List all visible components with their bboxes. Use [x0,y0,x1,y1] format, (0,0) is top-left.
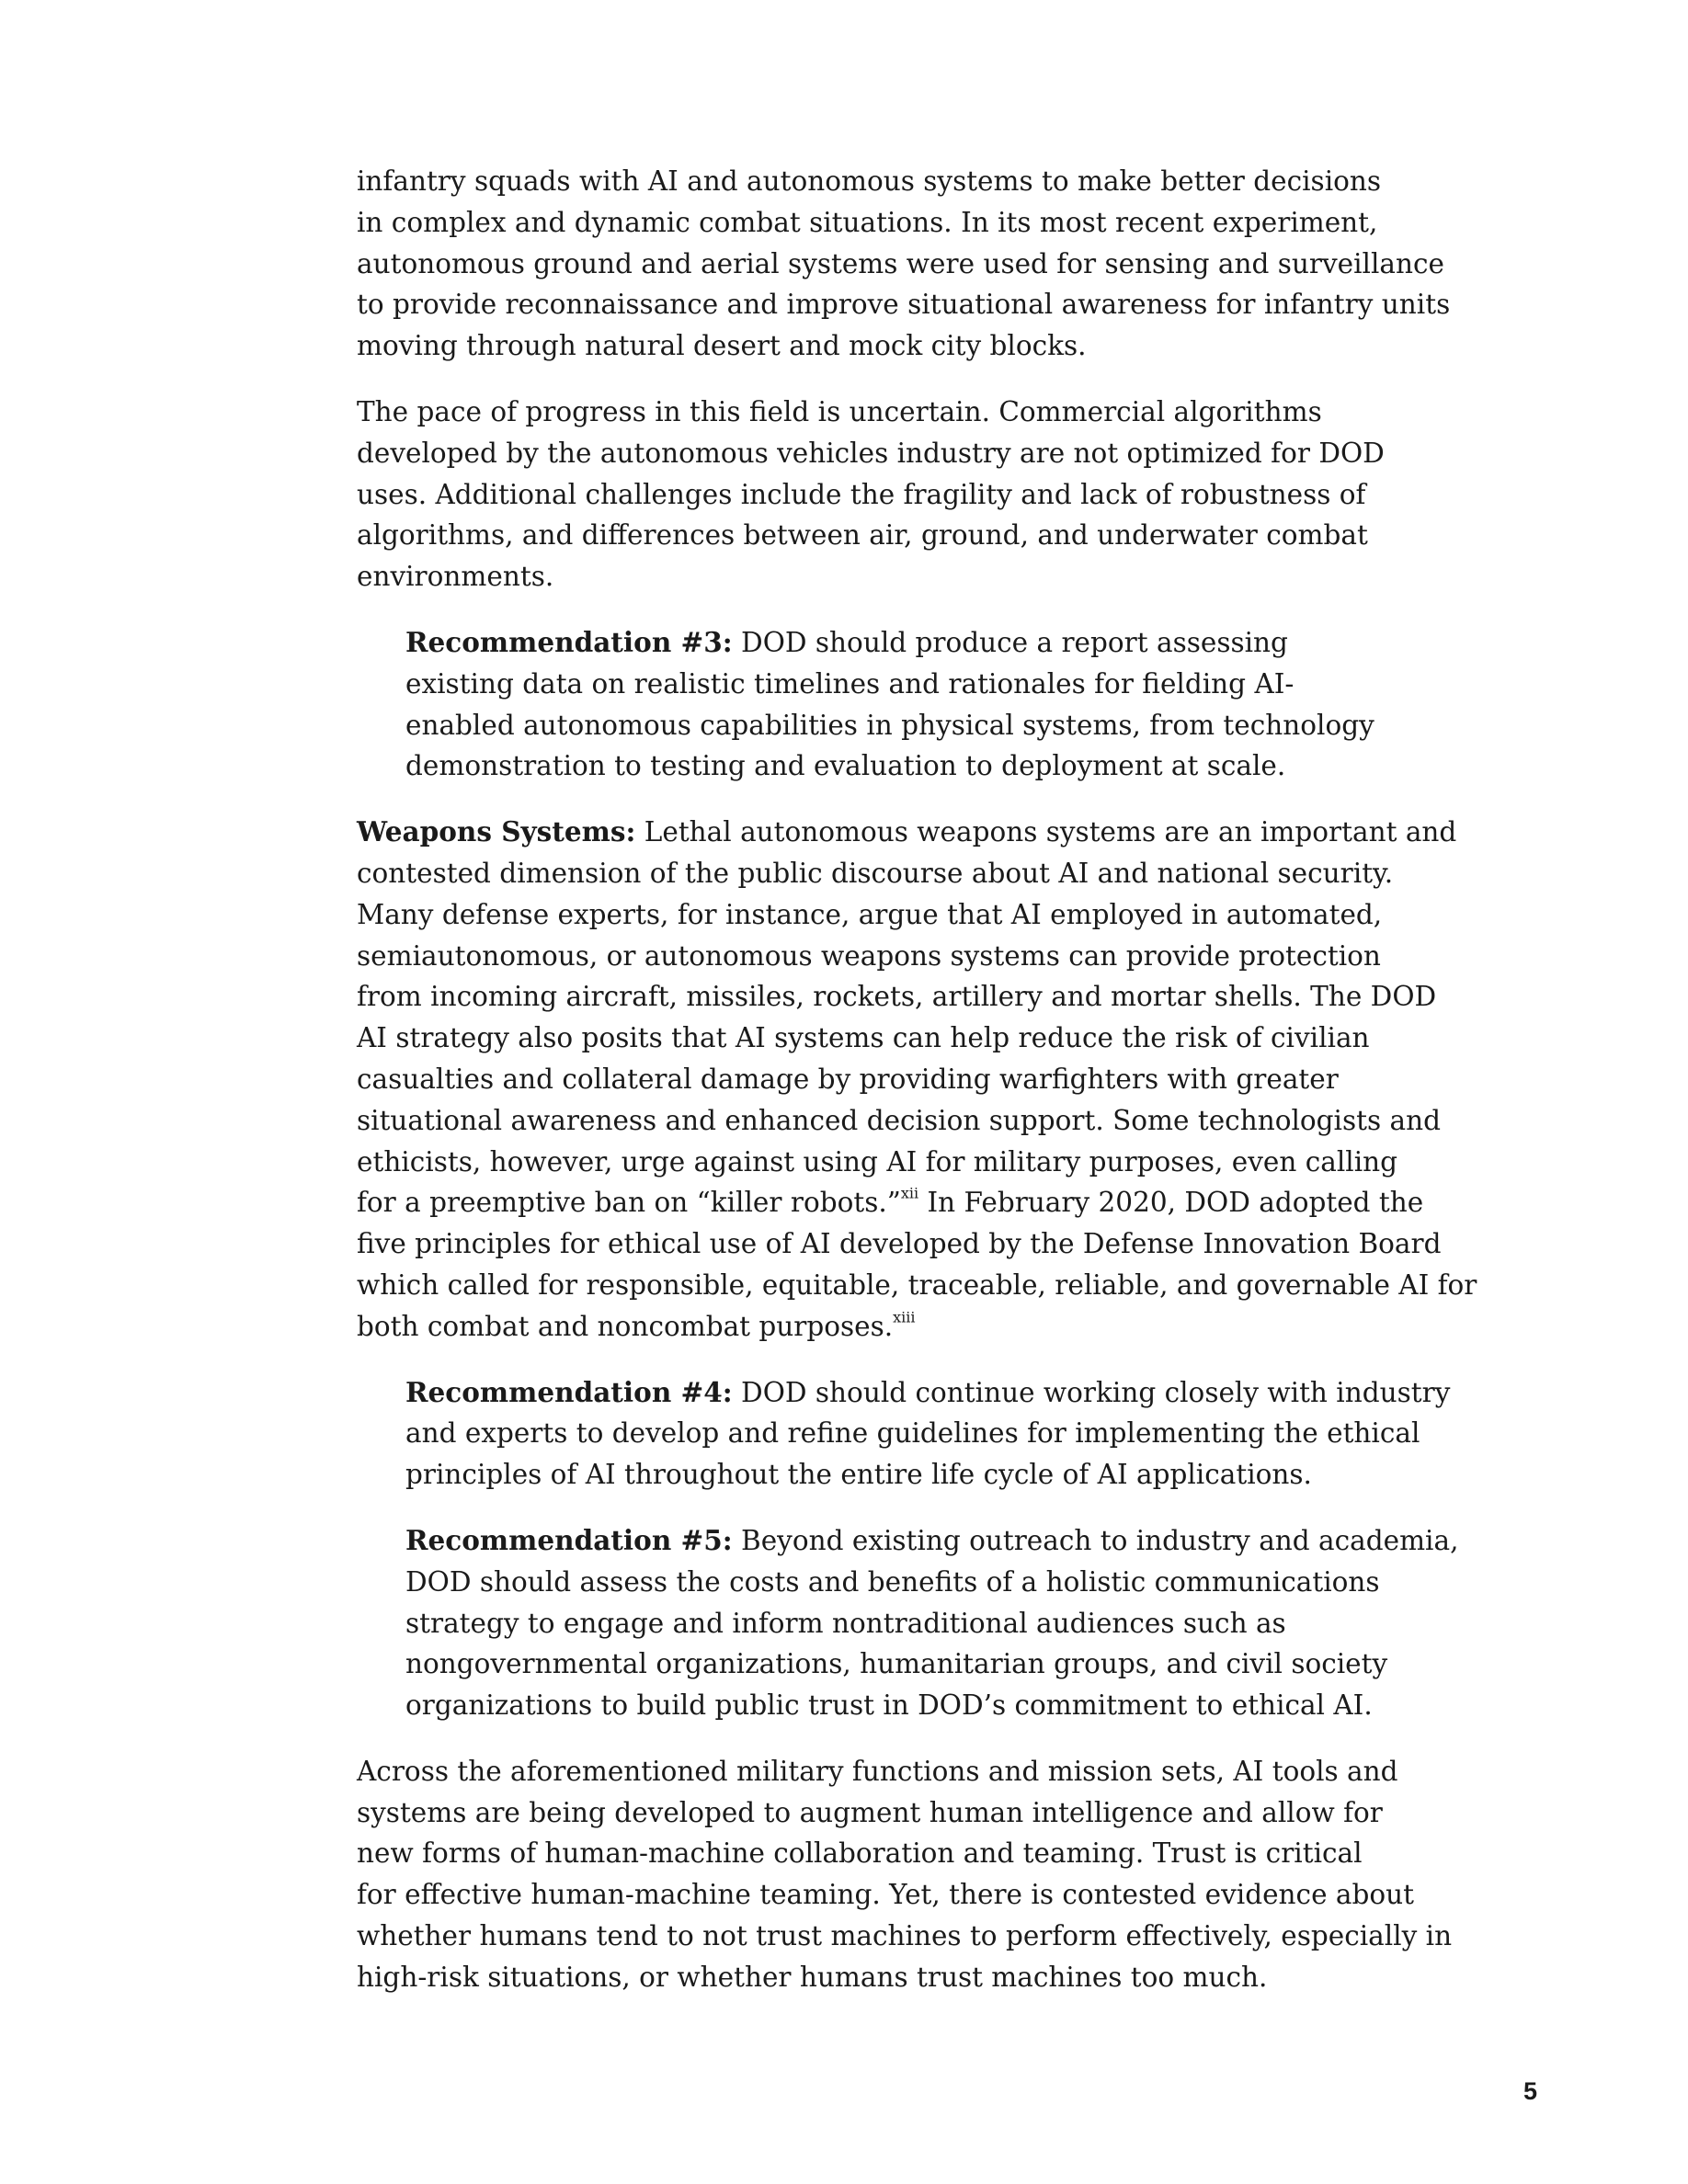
text-run: Lethal autonomous weapons systems are an important and [635,816,1457,848]
text-run: Beyond existing outreach to industry and academia, [732,1524,1459,1556]
document-body [357,161,1477,2023]
text-line: whether humans tend to not trust machines to perform effectively, especially in [357,1920,1453,1952]
text-line: ethicists, however, urge against using AI for military purposes, even calling [357,1145,1398,1177]
text-line: moving through natural desert and mock city blocks. [357,330,1087,362]
text-line [357,1182,1424,1223]
text-line: uses. Additional challenges include the fragility and lack of robustness of [357,478,1366,510]
text-line: nongovernmental organizations, humanitarian groups, and civil society [405,1648,1388,1680]
text-run: In February 2020, DOD adopted the [918,1187,1424,1219]
text-line: environments. [357,561,554,593]
text-line: contested dimension of the public discourse about AI and national security. [357,857,1394,889]
text-line: to provide reconnaissance and improve situational awareness for infantry units [357,289,1451,321]
endnote-marker-xii: xii [900,1184,919,1202]
recommendation-4 [405,1372,1451,1496]
text-line: situational awareness and enhanced decision support. Some technologists and [357,1104,1441,1136]
paragraph-infantry-experiment [357,161,1451,367]
text-line: demonstration to testing and evaluation to deployment at scale. [405,750,1286,782]
text-line: in complex and dynamic combat situations. In its most recent experiment, [357,206,1378,238]
text-line: new forms of human-machine collaboration and teaming. Trust is critical [357,1837,1363,1870]
text-line: AI strategy also posits that AI systems can help reduce the risk of civilian [357,1022,1370,1054]
recommendation-label: Recommendation #5: [405,1523,733,1556]
recommendation-3 [405,622,1374,787]
text-line: semiautonomous, or autonomous weapons systems can provide protection [357,939,1381,972]
text-run: for a preemptive ban on “killer robots.” [357,1187,901,1219]
text-line [357,812,1457,853]
recommendation-label: Recommendation #3: [405,625,733,658]
text-line: from incoming aircraft, missiles, rockets, artillery and mortar shells. The DOD [357,981,1437,1013]
page-number: 5 [1523,2077,1537,2105]
text-line: which called for responsible, equitable, traceable, reliable, and governable AI for [357,1268,1477,1301]
text-line: systems are being developed to augment human intelligence and allow for [357,1796,1383,1828]
text-line: infantry squads with AI and autonomous systems to make better decisions [357,165,1382,197]
text-line: organizations to build public trust in DOD’s commitment to ethical AI. [405,1689,1373,1722]
text-line: algorithms, and differences between air, ground, and underwater combat [357,519,1368,552]
paragraph-pace-of-progress [357,392,1385,597]
text-line: autonomous ground and aerial systems were used for sensing and surveillance [357,247,1444,279]
text-line: developed by the autonomous vehicles industry are not optimized for DOD [357,437,1385,469]
recommendation-5 [405,1520,1459,1726]
endnote-marker-xiii: xiii [893,1308,916,1326]
text-run: both combat and noncombat purposes. [357,1310,894,1342]
text-line: casualties and collateral damage by providing warfighters with greater [357,1063,1339,1095]
text-run: DOD should produce a report assessing [732,626,1288,658]
text-line: Many defense experts, for instance, argue that AI employed in automated, [357,898,1383,930]
text-line [405,1372,1451,1414]
text-line: for effective human-machine teaming. Yet, there is contested evidence about [357,1879,1414,1911]
text-run: DOD should continue working closely with industry [732,1376,1451,1408]
text-line: The pace of progress in this field is uncertain. Commercial algorithms [357,395,1322,427]
paragraph-human-machine-trust [357,1751,1453,1998]
text-line: and experts to develop and refine guidelines for implementing the ethical [405,1417,1420,1450]
text-line: enabled autonomous capabilities in physical systems, from technology [405,709,1374,741]
text-line: existing data on realistic timelines and rationales for fielding AI- [405,667,1295,700]
text-line: Across the aforementioned military functions and mission sets, AI tools and [357,1755,1398,1787]
text-line [405,1520,1459,1562]
paragraph-weapons-systems [357,812,1477,1347]
text-line: five principles for ethical use of AI developed by the Defense Innovation Board [357,1228,1442,1260]
text-line: high-risk situations, or whether humans trust machines too much. [357,1961,1268,1993]
text-line: strategy to engage and inform nontraditional audiences such as [405,1607,1286,1639]
text-line: principles of AI throughout the entire life cycle of AI applications. [405,1459,1312,1491]
recommendation-label: Recommendation #4: [405,1375,733,1408]
text-line [405,622,1350,664]
text-line [357,1306,1350,1348]
text-line: DOD should assess the costs and benefits of a holistic communications [405,1565,1380,1598]
run-in-heading: Weapons Systems: [357,815,636,848]
